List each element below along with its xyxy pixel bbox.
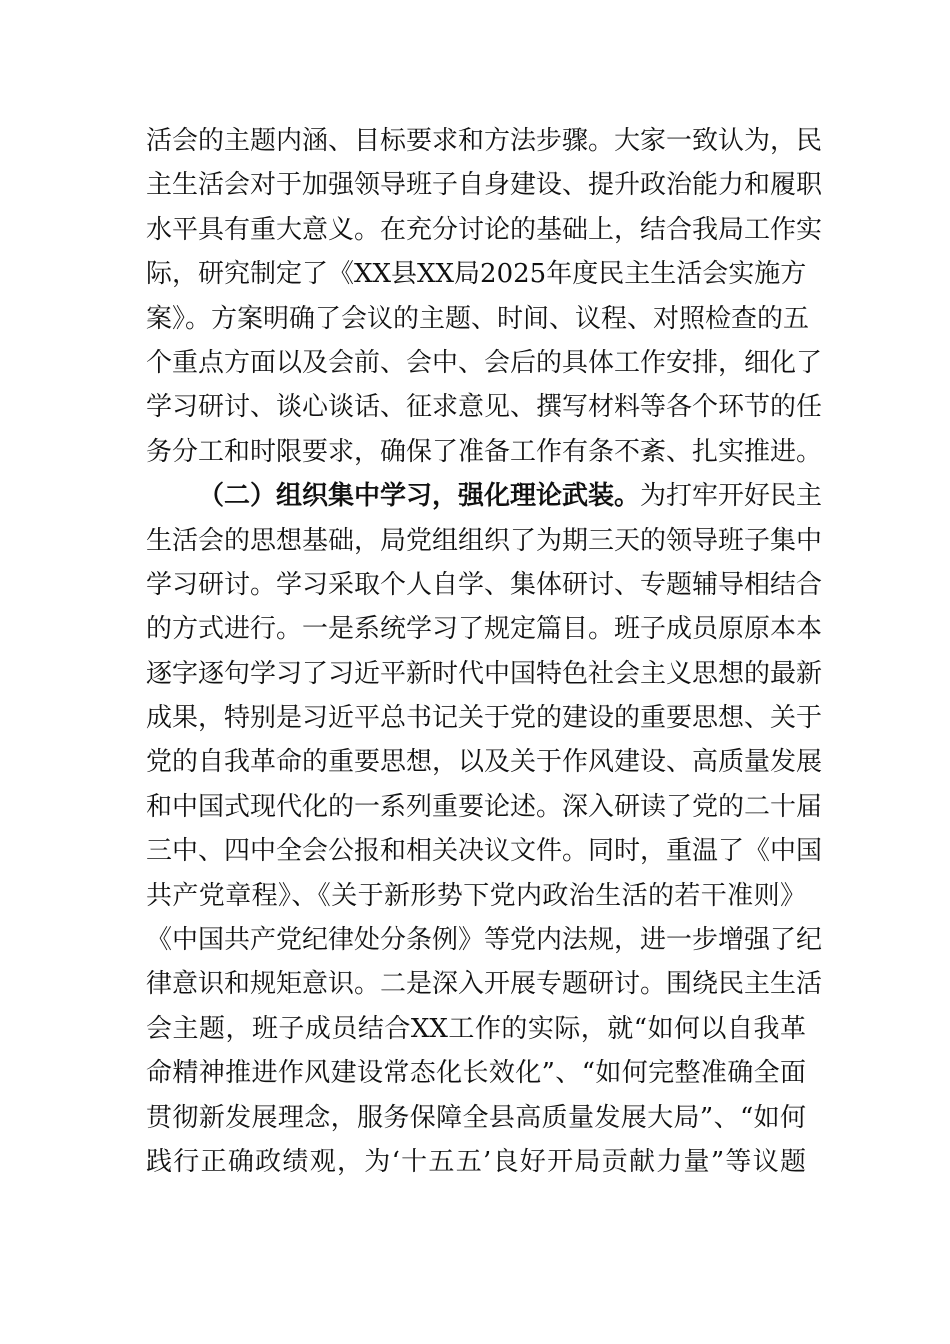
text-line: 活会的主题内涵、目标要求和方法步骤。大家一致认为，民 [146, 126, 823, 156]
section-heading: （二）组织集中学习，强化理论武装。 [198, 481, 641, 512]
text-line: 逐字逐句学习了习近平新时代中国特色社会主义思想的最新 [146, 658, 823, 689]
text-line: 共产党章程》、《关于新形势下党内政治生活的若干准则》 [146, 880, 806, 911]
text-line: 主生活会对于加强领导班子自身建设、提升政治能力和履职 [146, 170, 823, 201]
text-line: 和中国式现代化的一系列重要论述。深入研读了党的二十届 [146, 791, 823, 822]
text-line: 成果，特别是习近平总书记关于党的建设的重要思想、关于 [146, 703, 823, 734]
text-line: 践行正确政绩观，为‘十五五’良好开局贡献力量”等议题 [146, 1146, 806, 1177]
text-line: 命精神推进作风建设常态化长效化”、“如何完整准确全面 [146, 1058, 806, 1089]
text-line: 会主题，班子成员结合XX工作的实际，就“如何以自我革 [146, 1013, 806, 1044]
text-line: 律意识和规矩意识。二是深入开展专题研讨。围绕民主生活 [146, 969, 823, 1000]
text-line: 学习研讨、谈心谈话、征求意见、撰写材料等各个环节的任 [146, 392, 823, 423]
text-line: 水平具有重大意义。在充分讨论的基础上，结合我局工作实 [146, 214, 823, 245]
text-line: 案》。方案明确了会议的主题、时间、议程、对照检查的五 [146, 303, 810, 334]
section-heading-line [146, 474, 823, 518]
text-line: 际，研究制定了《XX县XX局2025年度民主生活会实施方 [146, 259, 807, 290]
text-line: 《中国共产党纪律处分条例》等党内法规，进一步增强了纪 [146, 925, 823, 956]
text-line: 党的自我革命的重要思想，以及关于作风建设、高质量发展 [146, 747, 823, 778]
text-line: 的方式进行。一是系统学习了规定篇目。班子成员原原本本 [146, 614, 823, 645]
text-line: 学习研讨。学习采取个人自学、集体研讨、专题辅导相结合 [146, 569, 823, 600]
text-line: 个重点方面以及会前、会中、会后的具体工作安排，细化了 [146, 347, 823, 378]
text-line: 三中、四中全会公报和相关决议文件。同时，重温了《中国 [146, 836, 823, 867]
text-line: 生活会的思想基础，局党组组织了为期三天的领导班子集中 [146, 525, 823, 556]
section-heading-continuation: 为打牢开好民主 [640, 481, 823, 512]
text-line: 贯彻新发展理念，服务保障全县高质量发展大局”、“如何 [146, 1102, 806, 1133]
text-line: 务分工和时限要求，确保了准备工作有条不紊、扎实推进。 [146, 436, 823, 467]
body-text [146, 119, 823, 1184]
